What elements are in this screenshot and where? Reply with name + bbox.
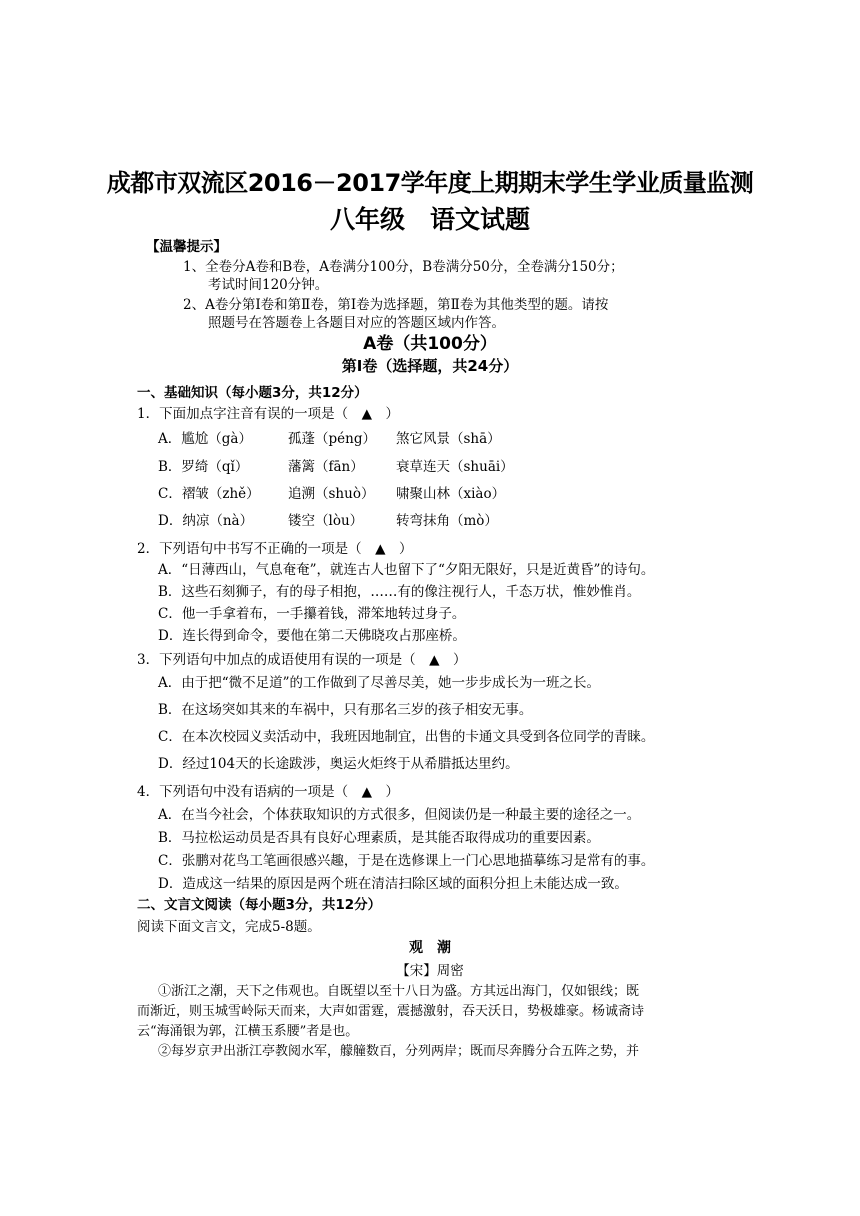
q2-stem: 2．下列语句中书写不正确的一项是（ ▲ ）: [137, 541, 413, 557]
q1-option-a-3: 煞它风景（shā）: [396, 431, 501, 447]
q1-option-a-1: A．尴尬（gà）: [158, 431, 252, 447]
q4-option-c: C．张鹏对花鸟工笔画很感兴趣，于是在选修课上一门心思地描摹练习是常有的事。: [158, 853, 655, 869]
q4-option-a: A．在当今社会，个体获取知识的方式很多，但阅读仍是一种最主要的途径之一。: [158, 807, 641, 823]
tip-1-line-1: 1、全卷分A卷和B卷，A卷满分100分，B卷满分50分，全卷满分150分；: [183, 259, 624, 275]
tips-label: 【温馨提示】: [146, 239, 227, 255]
q1-stem: 1．下面加点字注音有误的一项是（ ▲ ）: [137, 406, 399, 422]
q1-option-b-3: 衰草连天（shuāi）: [396, 459, 514, 475]
q3-option-a: A．由于把“微不足道”的工作做到了尽善尽美，她一步步成长为一班之长。: [158, 675, 601, 691]
q2-option-c: C．他一手拿着布，一手攥着钱，滞笨地转过身子。: [158, 606, 466, 622]
q2-option-b: B．这些石刻狮子，有的母子相抱，……有的像注视行人，千态万状，惟妙惟肖。: [158, 584, 641, 600]
section-1-title: 一、基础知识（每小题3分，共12分）: [137, 385, 368, 401]
tip-2-line-2: 照题号在答题卷上各题目对应的答题区域内作答。: [208, 315, 505, 331]
q1-option-b-2: 藩篱（fān）: [288, 459, 364, 475]
tip-1-line-2: 考试时间120分钟。: [208, 277, 329, 293]
passage-p1-line-3: 云“海涌银为郭，江横玉系腰”者是也。: [137, 1024, 359, 1039]
q4-stem: 4．下列语句中没有语病的一项是（ ▲ ）: [137, 784, 399, 800]
tip-2-line-1: 2、A卷分第Ⅰ卷和第Ⅱ卷，第Ⅰ卷为选择题，第Ⅱ卷为其他类型的题。请按: [183, 297, 609, 313]
q2-option-d: D．连长得到命令，要他在第二天佛晓攻占那座桥。: [158, 628, 466, 644]
q1-option-d-2: 镂空（lòu）: [288, 513, 364, 529]
q1-option-c-1: C．褶皱（zhě）: [158, 486, 260, 502]
passage-p1-line-2: 而渐近，则玉城雪岭际天而来，大声如雷霆，震撼激射，吞天沃日，势极雄豪。杨诚斋诗: [137, 1004, 645, 1019]
q1-option-b-1: B．罗绮（qǐ）: [158, 459, 249, 475]
volume-a-title: A卷（共100分）: [363, 334, 497, 354]
q2-option-a: A．“日薄西山，气息奄奄”，就连古人也留下了“夕阳无限好，只是近黄昏”的诗句。: [158, 562, 655, 578]
passage-title: 观 潮: [409, 940, 451, 956]
q3-stem: 3．下列语句中加点的成语使用有误的一项是（ ▲ ）: [137, 652, 467, 668]
q3-option-c: C．在本次校园义卖活动中，我班因地制宜，出售的卡通文具受到各位同学的青睐。: [158, 729, 655, 745]
passage-p2-line-1: ②每岁京尹出浙江亭教阅水军，艨艟数百，分列两岸；既而尽奔腾分合五阵之势，并: [158, 1044, 640, 1059]
q3-option-d: D．经过104天的长途跋涉，奥运火炬终于从希腊抵达里约。: [158, 756, 519, 772]
exam-subtitle: 八年级 语文试题: [329, 205, 530, 234]
q4-option-b: B．马拉松运动员是否具有良好心理素质，是其能否取得成功的重要因素。: [158, 830, 600, 846]
q1-option-c-2: 追溯（shuò）: [288, 486, 375, 502]
exam-title: 成都市双流区2016－2017学年度上期期末学生学业质量监测: [106, 169, 754, 197]
part-1-title: 第Ⅰ卷（选择题，共24分）: [341, 357, 519, 375]
section-2-intro: 阅读下面文言文，完成5-8题。: [137, 919, 321, 935]
q1-option-d-3: 转弯抹角（mò）: [396, 513, 498, 529]
q1-option-a-2: 孤蓬（péng）: [288, 431, 376, 447]
passage-p1-line-1: ①浙江之潮，天下之伟观也。自既望以至十八日为盛。方其远出海门，仅如银线；既: [158, 984, 640, 999]
q3-option-b: B．在这场突如其来的车祸中，只有那名三岁的孩子相安无事。: [158, 702, 533, 718]
q1-option-d-1: D．纳凉（nà）: [158, 513, 254, 529]
passage-author: 【宋】周密: [396, 963, 464, 979]
section-2-title: 二、文言文阅读（每小题3分，共12分）: [137, 897, 382, 913]
q1-option-c-3: 啸聚山林（xiào）: [396, 486, 506, 502]
q4-option-d: D．造成这一结果的原因是两个班在清洁扫除区域的面积分担上未能达成一致。: [158, 876, 628, 892]
